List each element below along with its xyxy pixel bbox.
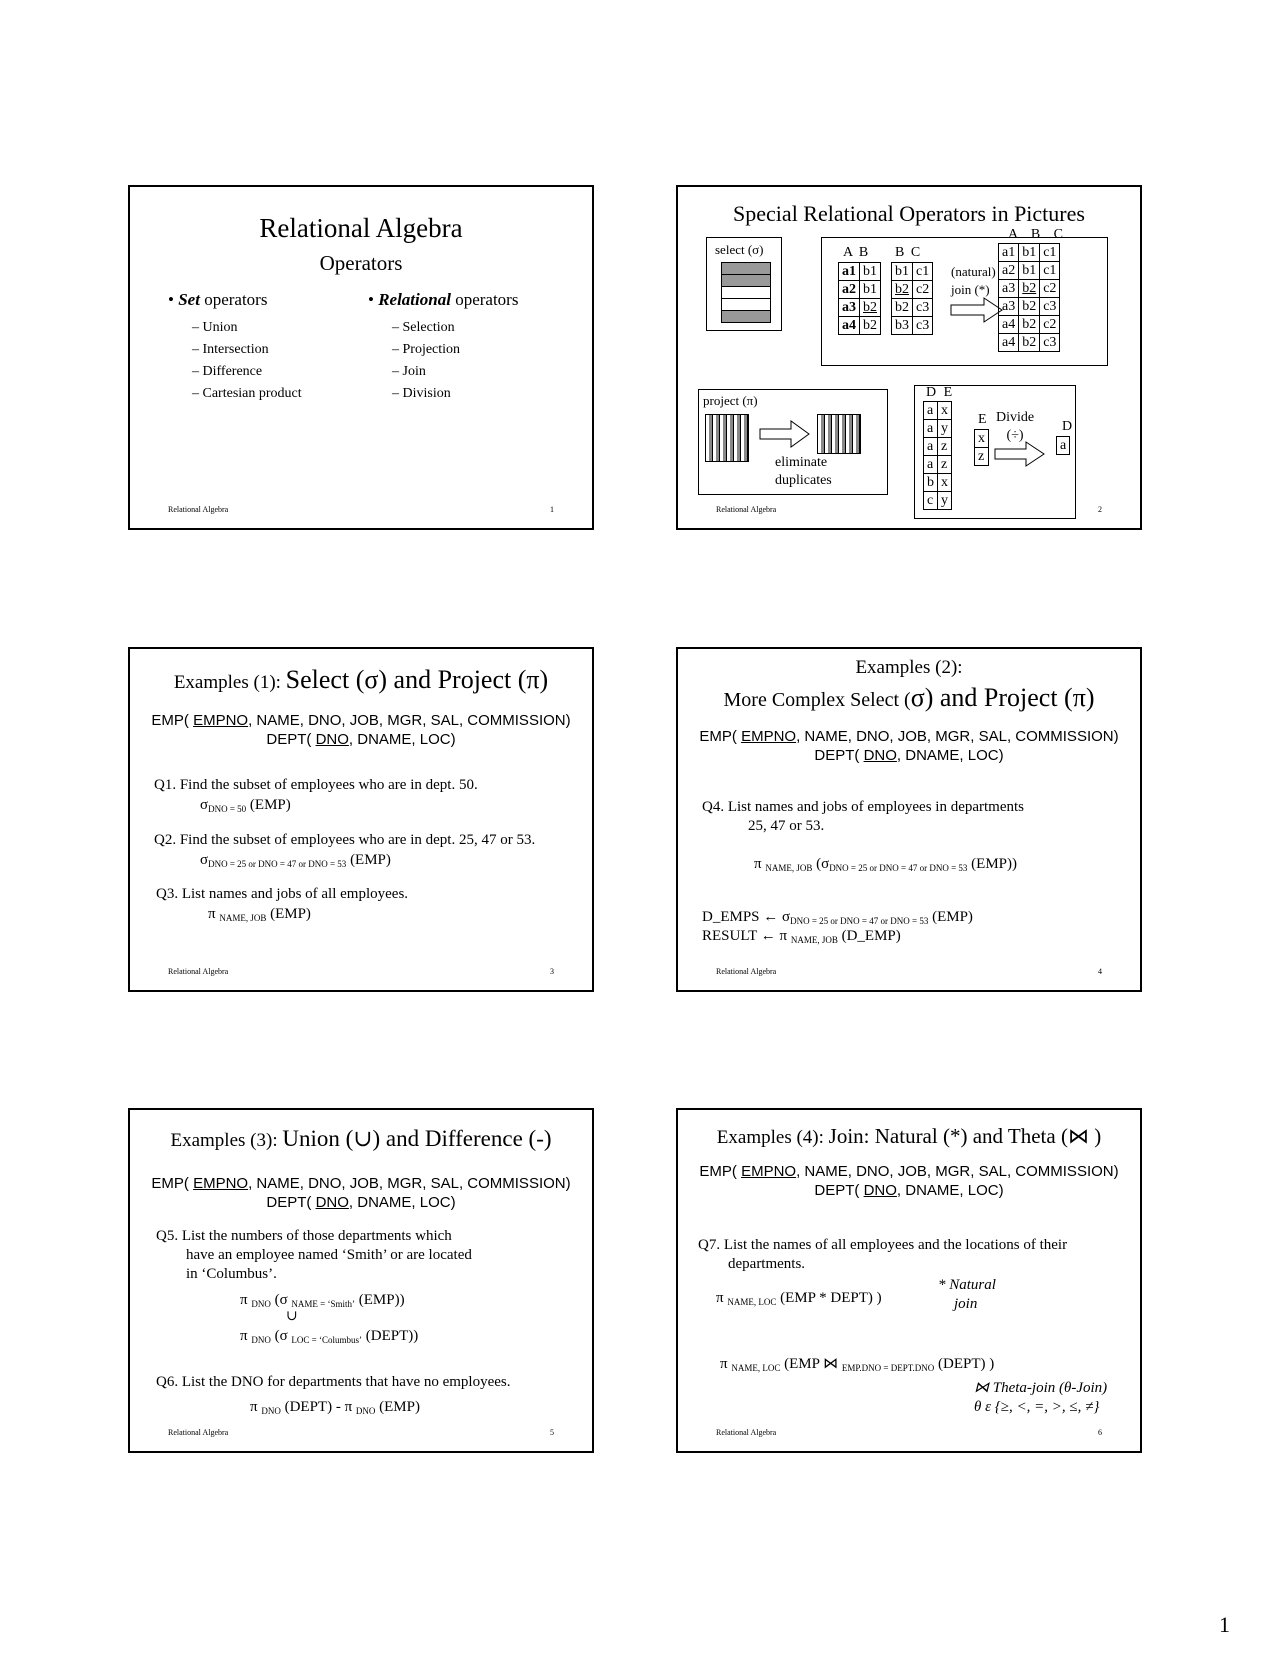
question-q3: Q3. List names and jobs of all employees. (156, 886, 409, 902)
projected-table-icon (817, 414, 861, 454)
slide-6 (676, 1108, 1142, 1453)
rel-bold: Relational (378, 290, 451, 309)
slide-footer: Relational Algebra (168, 505, 229, 514)
table-row: a1 b1 (839, 263, 881, 281)
emp-schema: EMP( EMPNO, NAME, DNO, JOB, MGR, SAL, COMMISSION) (699, 728, 1119, 745)
table-row: a4 b2 (839, 317, 881, 335)
formula-q3: π $_{NAME, JOB}$ (EMP) (208, 906, 311, 923)
dept-schema: DEPT( DNO, DNAME, LOC) (814, 1182, 1004, 1199)
slide-4 (676, 647, 1142, 992)
formula-q7-theta: π $_{NAME, LOC}$ (EMP ⋈ $_{EMP.DNO = DEPT.DNO}$ (DEPT) ) (720, 1356, 995, 1373)
list-item: – Projection (392, 342, 461, 357)
table-row: c y (924, 492, 952, 510)
de-header: D E (926, 385, 953, 400)
project-arrow-icon (759, 420, 811, 448)
table-row: a z (924, 456, 952, 474)
emp-schema: EMP( EMPNO, NAME, DNO, JOB, MGR, SAL, COMMISSION) (151, 1175, 571, 1192)
slide-title-line1: Examples (2): (855, 657, 963, 678)
formula-d-emps: D_EMPS ← $\sigma_{DNO = 25 or DNO = 47 or DNO = 53}$ (EMP) (702, 909, 973, 926)
t1-table (838, 262, 881, 335)
table-row: a2 b1 c1 (999, 262, 1060, 280)
schema (130, 711, 592, 749)
formula-q2: $\sigma_{DNO = 25 or DNO = 47 or DNO = 53}$ (EMP) (200, 852, 391, 869)
formula-q5-part2: π $_{DNO}$ (σ $_{LOC = ‘Columbus’}$ (DEPT)) (240, 1328, 419, 1345)
t3-table (998, 243, 1060, 352)
project-table-icon (705, 414, 749, 462)
list-item: – Cartesian product (192, 386, 302, 401)
question-q6: Q6. List the DNO for departments that have no employees. (156, 1374, 511, 1390)
question-q2: Q2. Find the subset of employees who are in dept. 25, 47 or 53. (154, 832, 536, 848)
slide-5 (128, 1108, 594, 1453)
formula-q5-part1: π $_{DNO}$ (σ $_{NAME = ‘Smith’}$ (EMP)) (240, 1292, 405, 1309)
slide-number: 1 (550, 505, 554, 514)
list-item: – Division (392, 386, 451, 401)
table-row: a3 b2 c3 (999, 298, 1060, 316)
project-box (698, 389, 888, 495)
formula-q7-natural: π $_{NAME, LOC}$ (EMP * DEPT) ) (716, 1290, 882, 1307)
de-table (923, 401, 952, 510)
slide-number: 6 (1098, 1428, 1102, 1437)
page-number: 1 (1219, 1612, 1230, 1637)
table-row: a2 b1 (839, 281, 881, 299)
schema (130, 1174, 592, 1212)
slide-title: Examples (4): Join: Natural (*) and Theta (⋈ ) (716, 1124, 1102, 1148)
slide-number: 4 (1098, 967, 1102, 976)
table-row: b2 c2 (892, 281, 933, 299)
schema (678, 1162, 1140, 1200)
slide-footer: Relational Algebra (716, 967, 777, 976)
table-row: b x (924, 474, 952, 492)
emp-schema: EMP( EMPNO, NAME, DNO, JOB, MGR, SAL, COMMISSION) (151, 712, 571, 729)
set-operators-heading: • Set operators (168, 290, 268, 309)
slide-title: Examples (1): Select (σ) and Project (π) (173, 665, 549, 694)
emp-schema: EMP( EMPNO, NAME, DNO, JOB, MGR, SAL, COMMISSION) (699, 1163, 1119, 1180)
select-box (706, 237, 782, 331)
slide-number: 3 (550, 967, 554, 976)
table-row: a3 b2 (839, 299, 881, 317)
question-q5: Q5. List the numbers of those departments which have an employee named ‘Smith’ or are located in ‘Columbus’. (156, 1228, 472, 1282)
table-row: x (975, 430, 989, 448)
project-label: project (π) (703, 393, 758, 408)
t1-header: A B (843, 245, 869, 260)
slide-2 (676, 185, 1142, 530)
relational-operators-list (392, 317, 460, 405)
table-row: b3 c3 (892, 317, 933, 335)
divide-arrow-icon (994, 441, 1046, 467)
table-row: a3 b2 c2 (999, 280, 1060, 298)
list-item: – Difference (192, 364, 263, 379)
join-arrow-icon (950, 297, 1004, 323)
slide-title-line2: More Complex Select (σ) and Project (π) (723, 683, 1095, 712)
set-bold: Set (178, 290, 200, 309)
dept-schema: DEPT( DNO, DNAME, LOC) (266, 1194, 456, 1211)
slide-subtitle: Operators (319, 251, 403, 275)
union-symbol: ∪ (286, 1309, 298, 1324)
formula-q6: π $_{DNO}$ (DEPT) - π $_{DNO}$ (EMP) (250, 1399, 420, 1416)
formula-result: RESULT ← π $_{NAME, JOB}$ (D_EMP) (702, 928, 901, 945)
list-item: – Intersection (192, 342, 269, 357)
formula-q4: π $_{NAME, JOB}$ ($\sigma_{DNO = 25 or DNO = 47 or DNO = 53}$ (EMP)) (754, 856, 1017, 873)
relational-operators-heading: • Relational operators (368, 290, 519, 309)
slide-title: Examples (3): Union (∪) and Difference (-) (170, 1126, 552, 1151)
e-table (974, 429, 989, 466)
table-row: a4 b2 c3 (999, 334, 1060, 352)
d-header: D (1062, 419, 1073, 434)
list-item: – Union (192, 320, 238, 335)
schema (678, 727, 1140, 765)
table-row: a y (924, 420, 952, 438)
dept-schema: DEPT( DNO, DNAME, LOC) (814, 747, 1004, 764)
t3-header: A B C (1008, 227, 1064, 242)
question-q7: Q7. List the names of all employees and the locations of their departments. (698, 1237, 1068, 1272)
table-row: a (1057, 437, 1070, 455)
dept-schema: DEPT( DNO, DNAME, LOC) (266, 731, 456, 748)
select-label: select (σ) (715, 242, 764, 257)
theta-join-note: ⋈ Theta-join (θ-Join) θ ε {≥, <, =, >, ≤, ≠} (974, 1380, 1108, 1415)
e-header: E (978, 412, 987, 427)
question-q4-line2: 25, 47 or 53. (748, 818, 825, 834)
t2-table (891, 262, 933, 335)
slide-3 (128, 647, 594, 992)
eliminate-duplicates-label: eliminate duplicates (775, 455, 832, 488)
join-label: (natural) join (*) (951, 264, 996, 297)
question-q4-line1: Q4. List names and jobs of employees in departments (702, 799, 1025, 815)
list-item: – Selection (392, 320, 455, 335)
natural-join-note: * Natural join (938, 1277, 996, 1312)
table-row: b2 c3 (892, 299, 933, 317)
t2-header: B C (895, 245, 921, 260)
table-row: z (975, 448, 989, 466)
slide-footer: Relational Algebra (168, 1428, 229, 1437)
set-operators-list (192, 317, 302, 405)
table-row: a1 b1 c1 (999, 244, 1060, 262)
divide-label: Divide (÷) (996, 410, 1035, 443)
rel-rest: operators (450, 290, 519, 309)
formula-q1: $\sigma_{DNO = 50}$ (EMP) (200, 797, 291, 814)
slide-1 (128, 185, 594, 530)
table-row: a z (924, 438, 952, 456)
slide-number: 2 (1098, 505, 1102, 514)
slide-footer: Relational Algebra (168, 967, 229, 976)
table-row: a x (924, 402, 952, 420)
table-row: a4 b2 c2 (999, 316, 1060, 334)
d-table (1056, 436, 1070, 455)
slide-title: Special Relational Operators in Pictures (733, 201, 1085, 226)
question-q1: Q1. Find the subset of employees who are in dept. 50. (154, 777, 478, 793)
slide-number: 5 (550, 1428, 554, 1437)
list-item: – Join (392, 364, 426, 379)
set-rest: operators (199, 290, 268, 309)
table-row: b1 c1 (892, 263, 933, 281)
slide-footer: Relational Algebra (716, 1428, 777, 1437)
slide-footer: Relational Algebra (716, 505, 777, 514)
select-table-icon (721, 262, 771, 323)
slide-title: Relational Algebra (259, 213, 463, 243)
